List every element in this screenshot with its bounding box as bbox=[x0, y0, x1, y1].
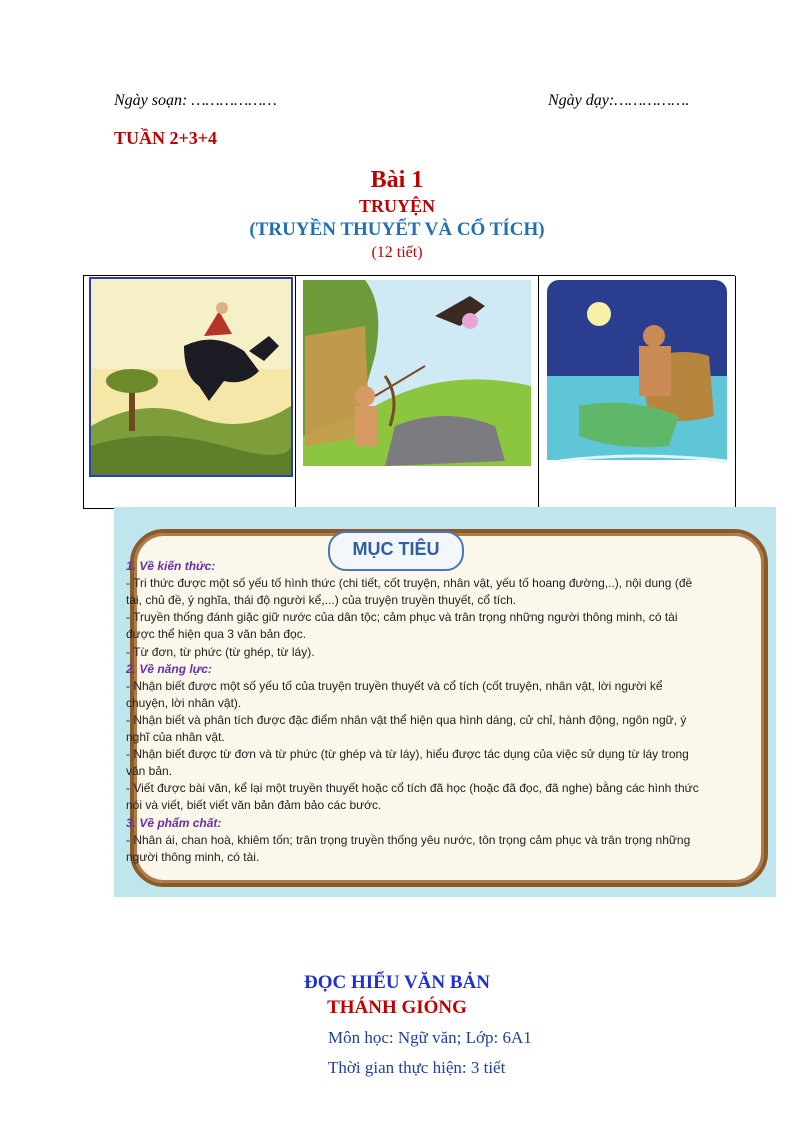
objective-line: nghĩ của nhân vật. bbox=[126, 730, 225, 744]
objective-heading: 2. Về năng lực: bbox=[126, 661, 212, 676]
fisherman-boat-illustration-icon bbox=[539, 276, 735, 508]
objectives-panel bbox=[114, 507, 776, 897]
objective-line: - Nhận biết được từ đơn và từ phức (từ ghép và từ láy), hiểu được tác dụng của việc sử dụng từ láy trong bbox=[126, 747, 689, 762]
objective-line: người thông minh, có tài. bbox=[126, 849, 260, 864]
subject-info: Môn học: Ngữ văn; Lớp: 6A1 bbox=[328, 1028, 532, 1047]
horse-rider-illustration-icon bbox=[84, 276, 295, 508]
lesson-title: Bài 1 bbox=[370, 167, 424, 193]
objective-heading: 1. Về kiến thức: bbox=[126, 559, 216, 573]
archer-eagle-illustration-icon bbox=[295, 276, 538, 508]
objective-line: - Viết được bài văn, kể lại một truyền thuyết hoặc cổ tích đã học (hoặc đã đọc, đã nghe) bằng các hình thức bbox=[126, 781, 699, 796]
date-taught-label: Ngày dạy:……………. bbox=[548, 92, 690, 109]
objective-line: - Truyền thống đánh giặc giữ nước của dân tộc; cảm phục và trân trọng những người thông minh, có tài bbox=[126, 610, 678, 625]
date-prepared-label: Ngày soạn: ……………… bbox=[114, 92, 277, 109]
illustration-cell bbox=[539, 276, 736, 508]
objective-line: chuyện, lời nhân vật). bbox=[126, 695, 242, 710]
duration-info: Thời gian thực hiện: 3 tiết bbox=[328, 1058, 506, 1077]
week-heading: TUẦN 2+3+4 bbox=[114, 128, 218, 148]
objective-heading: 3. Về phẩm chất: bbox=[126, 815, 222, 830]
illustration-cell bbox=[295, 276, 539, 508]
lesson-subgenre: (TRUYỀN THUYẾT VÀ CỔ TÍCH) bbox=[249, 219, 545, 240]
objective-line: - Từ đơn, từ phức (từ ghép, từ láy). bbox=[126, 644, 315, 659]
reading-section-title: ĐỌC HIỂU VĂN BẢN bbox=[304, 972, 490, 993]
objective-line: nói và viết, biết viết văn bản đảm bảo các bước. bbox=[126, 798, 382, 813]
lesson-periods: (12 tiết) bbox=[371, 244, 423, 261]
objective-line: - Nhận biết được một số yếu tố của truyện truyền thuyết và cổ tích (cốt truyện, nhân vật, lời người kể bbox=[126, 678, 663, 693]
objective-line: - Tri thức được một số yếu tố hình thức (chi tiết, cốt truyện, nhân vật, yếu tố hoang đường,..), nội dung (đề bbox=[126, 576, 693, 591]
illustration-cell bbox=[83, 276, 296, 509]
lesson-genre: TRUYỆN bbox=[358, 196, 435, 216]
objective-line: tài, chủ đề, ý nghĩa, thái độ người kể,...) của truyện truyền thuyết, cổ tích. bbox=[126, 593, 517, 608]
objective-line: được thể hiện qua 3 văn bản đọc. bbox=[126, 627, 307, 642]
objective-line: - Nhân ái, chan hoà, khiêm tốn; trân trọng truyền thống yêu nước, tôn trọng cảm phục và trân trọng những bbox=[126, 832, 691, 847]
objective-line: - Nhận biết và phân tích được đặc điểm nhân vật thể hiện qua hình dáng, cử chỉ, hành động, ngôn ngữ, ý bbox=[126, 712, 687, 727]
objectives-title: MỤC TIÊU bbox=[352, 539, 440, 559]
illustration-table bbox=[83, 275, 735, 508]
story-title: THÁNH GIÓNG bbox=[327, 997, 467, 1018]
objective-line: văn bản. bbox=[126, 764, 173, 779]
